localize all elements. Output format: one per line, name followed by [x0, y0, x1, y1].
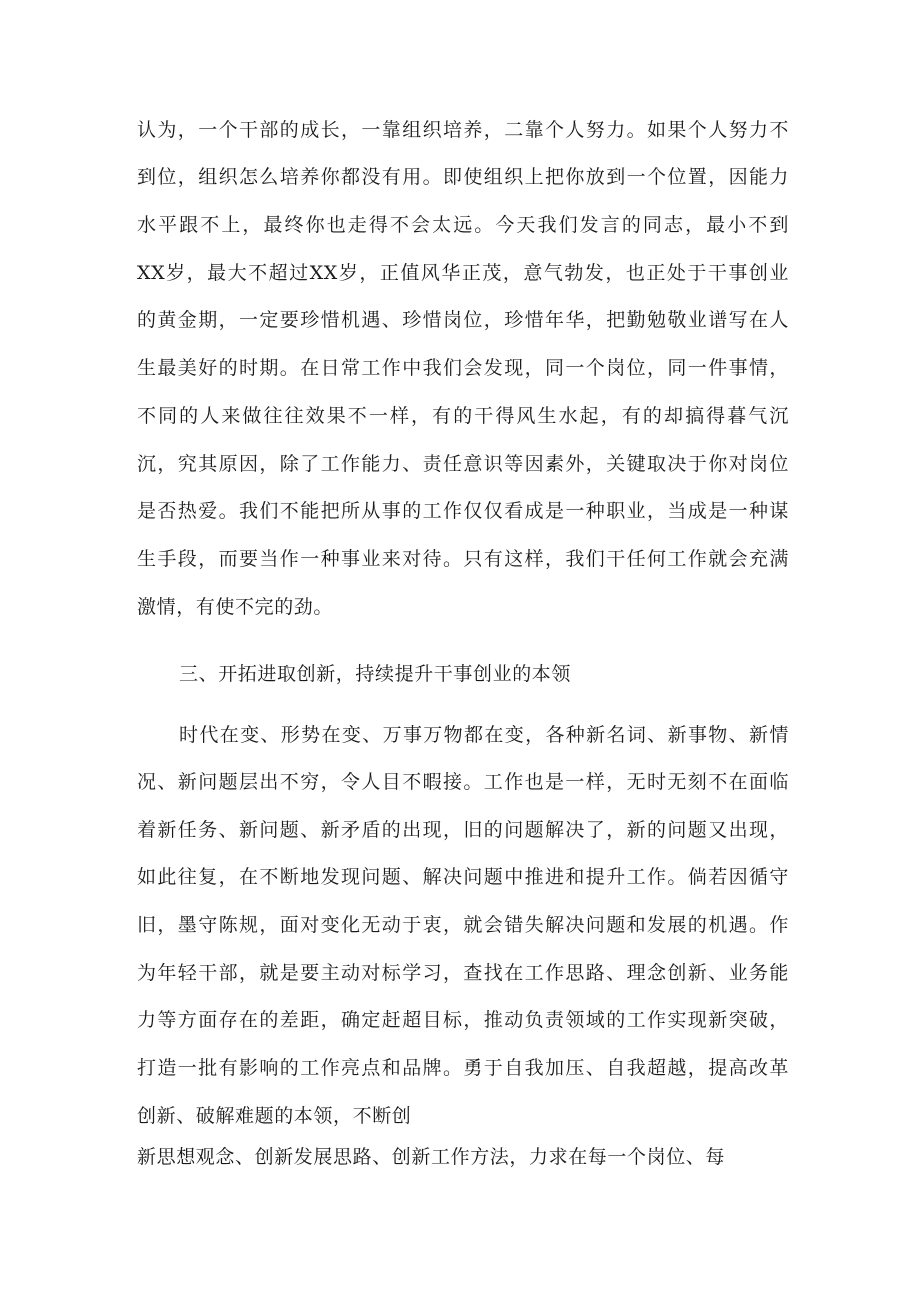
paragraph-line: 时代在变、形势在变、万事万物都在变，各种新名词、新事物、新情 — [179, 724, 789, 746]
paragraph-line: 到位，组织怎么培养你都没有用。即使组织上把你放到一个位置，因能力 — [137, 166, 789, 188]
paragraph-line: 水平跟不上，最终你也走得不会太远。今天我们发言的同志，最小不到 — [137, 214, 789, 236]
paragraph-line: 如此往复，在不断地发现问题、解决问题中推进和提升工作。倘若因循守 — [137, 866, 789, 888]
paragraph-line: 的黄金期，一定要珍惜机遇、珍惜岗位，珍惜年华，把勤勉敬业谱写在人 — [137, 309, 789, 331]
paragraph-line: 创新、破解难题的本领，不断创 — [137, 1105, 412, 1127]
paragraph-line: 认为，一个干部的成长，一靠组织培养，二靠个人努力。如果个人努力不 — [137, 119, 789, 141]
paragraph-line: 激情，有使不完的劲。 — [137, 596, 334, 618]
section-heading: 三、开拓进取创新，持续提升干事创业的本领 — [179, 663, 572, 685]
paragraph-line: 不同的人来做往往效果不一样，有的干得风生水起，有的却搞得暮气沉 — [137, 405, 789, 427]
paragraph-line: 为年轻干部，就是要主动对标学习，查找在工作思路、理念创新、业务能 — [137, 962, 789, 984]
paragraph-line: 打造一批有影响的工作亮点和品牌。勇于自我加压、自我超越，提高改革 — [137, 1057, 789, 1079]
paragraph-line: 生手段，而要当作一种事业来对待。只有这样，我们干任何工作就会充满 — [137, 548, 789, 570]
paragraph-line: 况、新问题层出不穷，令人目不暇接。工作也是一样，无时无刻不在面临 — [137, 771, 789, 793]
paragraph-line: 生最美好的时期。在日常工作中我们会发现，同一个岗位，同一件事情， — [137, 357, 789, 379]
paragraph-line: 沉，究其原因，除了工作能力、责任意识等因素外，关键取决于你对岗位 — [137, 453, 789, 475]
paragraph-line: XX岁，最大不超过XX岁，正值风华正茂，意气勃发，也正处于干事创业 — [137, 262, 789, 284]
paragraph-line: 着新任务、新问题、新矛盾的出现，旧的问题解决了，新的问题又出现， — [137, 819, 789, 841]
paragraph-line: 旧，墨守陈规，面对变化无动于衷，就会错失解决问题和发展的机遇。作 — [137, 914, 789, 936]
paragraph-line: 是否热爱。我们不能把所从事的工作仅仅看成是一种职业，当成是一种谋 — [137, 500, 789, 522]
paragraph-line: 新思想观念、创新发展思路、创新工作方法，力求在每一个岗位、每 — [137, 1146, 726, 1168]
paragraph-line: 力等方面存在的差距，确定赶超目标，推动负责领域的工作实现新突破， — [137, 1009, 789, 1031]
